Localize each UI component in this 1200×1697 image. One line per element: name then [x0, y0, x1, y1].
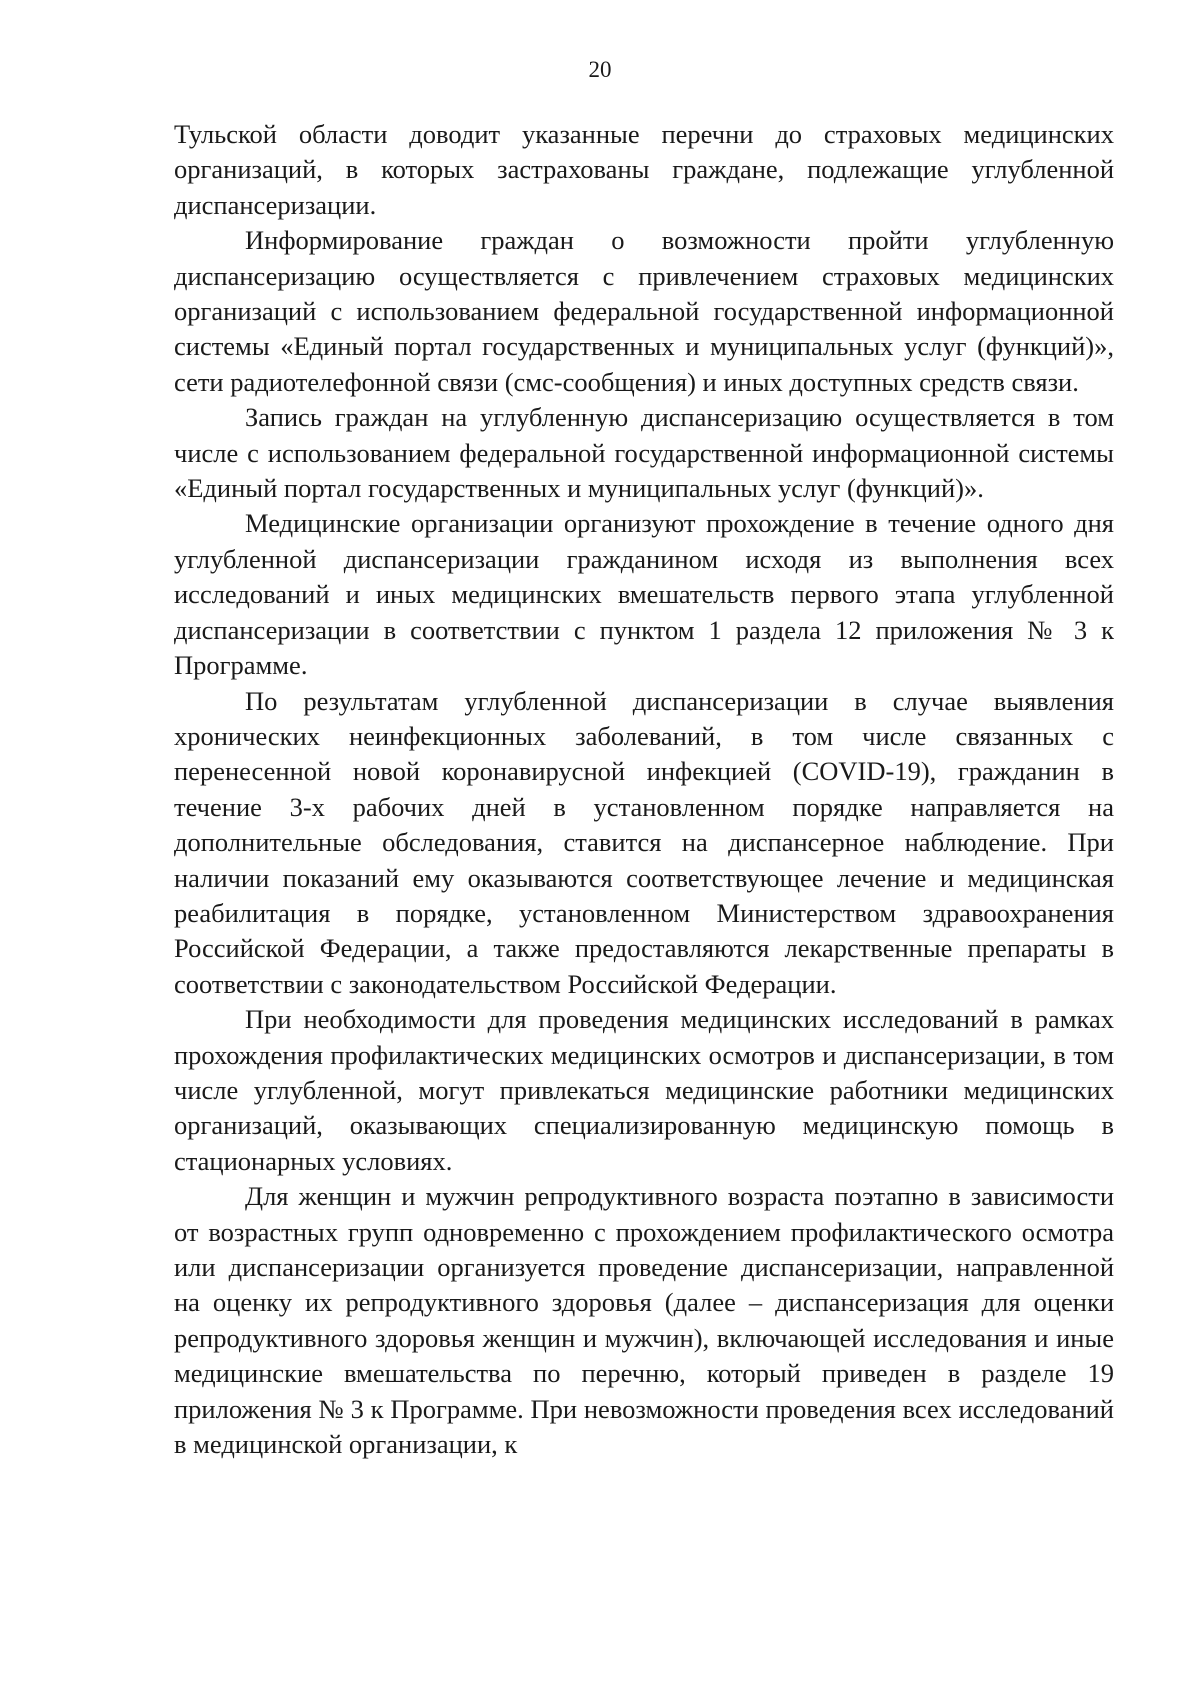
paragraph-registration: Запись граждан на углубленную диспансеризацию осуществляется в том числе с использованием федеральной государственной информационной системы «Единый портал государственных и муниципальных услуг (функций)». — [174, 402, 1114, 504]
paragraph-informing: Информирование граждан о возможности пройти углубленную диспансеризацию осуществляется с привлечением страховых медицинских организаций с использованием федеральной государственной информационной системы «Единый портал государственных и муниципальных услуг (функций)», сети радиотелефонной связи (смс-сообщения) и иных доступных средств связи. — [174, 225, 1114, 397]
document-body — [174, 117, 1114, 1462]
paragraph-continuation: Тульской области доводит указанные перечни до страховых медицинских организаций, в которых застрахованы граждане, подлежащие углубленной диспансеризации. — [174, 119, 1114, 220]
paragraph-specialists: При необходимости для проведения медицинских исследований в рамках прохождения профилактических медицинских осмотров и диспансеризации, в том числе углубленной, могут привлекаться медицинские работники медицинских организаций, оказывающих специализированную медицинскую помощь в стационарных условиях. — [174, 1004, 1114, 1176]
paragraph-results: По результатам углубленной диспансеризации в случае выявления хронических неинфекционных заболеваний, в том числе связанных с перенесенной новой коронавирусной инфекцией (COVID-19), гражданин в течение 3-х рабочих дней в установленном порядке направляется на дополнительные обследования, ставится на диспансерное наблюдение. При наличии показаний ему оказываются соответствующее лечение и медицинская реабилитация в порядке, установленном Министерством здравоохранения Российской Федерации, а также предоставляются лекарственные препараты в соответствии с законодательством Российской Федерации. — [174, 685, 1114, 999]
page-number: 20 — [588, 57, 612, 82]
paragraph-reproductive: Для женщин и мужчин репродуктивного возраста поэтапно в зависимости от возрастных групп одновременно с прохождением профилактического осмотра или диспансеризации организуется проведение диспансеризации, направленной на оценку их репродуктивного здоровья (далее – диспансеризация для оценки репродуктивного здоровья женщин и мужчин), включающей исследования и иные медицинские вмешательства по перечню, который приведен в разделе 19 приложения № 3 к Программе. При невозможности проведения всех исследований в медицинской организации, к — [174, 1181, 1114, 1460]
paragraph-one-day: Медицинские организации организуют прохождение в течение одного дня углубленной диспансеризации гражданином исходя из выполнения всех исследований и иных медицинских вмешательств первого этапа углубленной диспансеризации в соответствии с пунктом 1 раздела 12 приложения № 3 к Программе. — [174, 508, 1114, 681]
